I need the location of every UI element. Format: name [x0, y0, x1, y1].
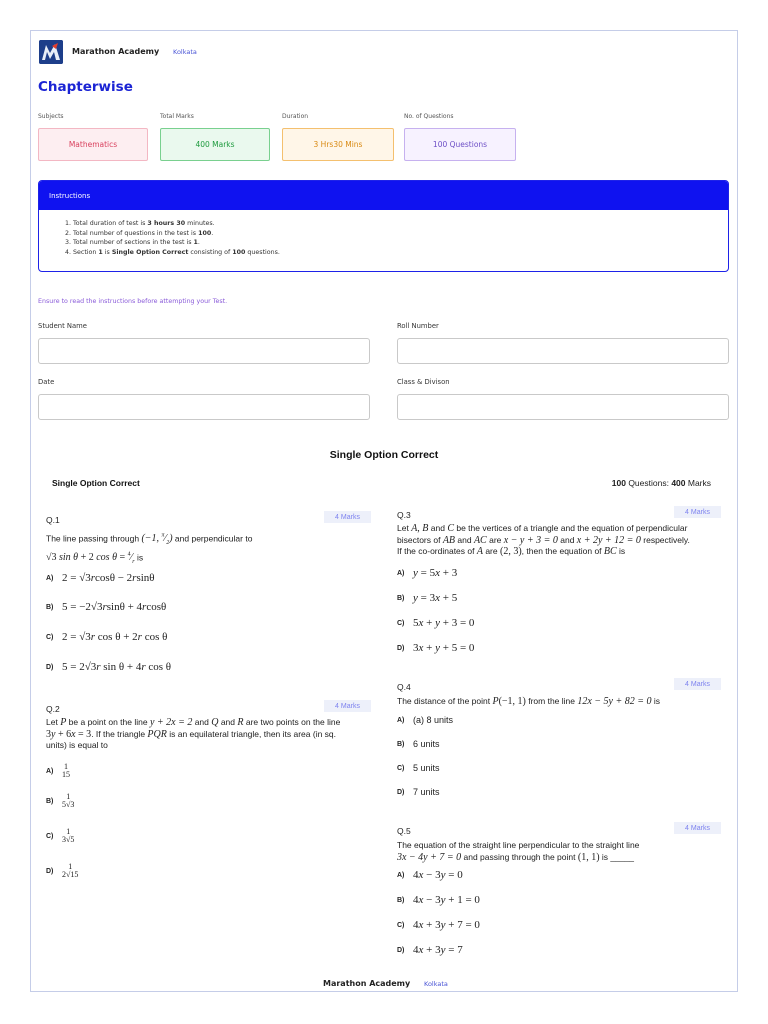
roll-number-field[interactable]: [397, 338, 729, 364]
questions-count-badge: 100 Questions: [404, 128, 516, 161]
class-division-field[interactable]: [397, 394, 729, 420]
question-text: Let P be a point on the line y + 2x = 2 and Q and R are two points on the line 3y + 6x = 3. If the triangle PQR is an equilateral triangle, then its area (in sq. units) is equal to: [46, 717, 341, 750]
option-c[interactable]: C) 5 units: [397, 763, 440, 773]
option-a[interactable]: A) 4x − 3y = 0: [397, 869, 463, 881]
date-field[interactable]: [38, 394, 370, 420]
question-number: Q.4: [397, 682, 411, 692]
marks-badge: 4 Marks: [324, 511, 371, 523]
option-b[interactable]: B) 1 5√3: [46, 792, 75, 809]
page-title: Chapterwise: [38, 79, 133, 95]
question-text: The equation of the straight line perpendicular to the straight line 3x − 4y + 7 = 0 and passing through the point (1, 1) is _____: [397, 840, 640, 863]
question-text: Let A, B and C be the vertices of a triangle and the equation of perpendicular bisectors of AB and AC are x − y + 3 = 0 and x + 2y + 12 = 0 respectively. If the co-ordinates of A are (2, 3), then the equation of BC is: [397, 523, 690, 557]
academy-logo: [39, 40, 63, 64]
instructions-heading: Instructions: [39, 181, 728, 210]
option-d[interactable]: D) 4x + 3y = 7: [397, 944, 463, 956]
option-d[interactable]: D) 5 = 2√3r sin θ + 4r cos θ: [46, 661, 172, 673]
marks-badge: 4 Marks: [674, 506, 721, 518]
option-a[interactable]: A) 1 15: [46, 762, 70, 779]
instruction-item: 3. Total number of sections in the test is 1.: [65, 239, 200, 246]
duration-label: Duration: [282, 113, 309, 120]
brand-name: Marathon Academy: [72, 47, 160, 56]
section-summary: 100 Questions: 400 Marks: [611, 478, 711, 488]
instructions-notice: Ensure to read the instructions before attempting your Test.: [38, 298, 228, 305]
option-c[interactable]: C) 2 = √3r cos θ + 2r cos θ: [46, 631, 168, 643]
question-number: Q.1: [46, 515, 60, 525]
question-number: Q.5: [397, 826, 411, 836]
questions-count-label: No. of Questions: [404, 113, 454, 120]
option-d[interactable]: D) 7 units: [397, 787, 440, 797]
roll-number-label: Roll Number: [397, 322, 439, 330]
option-d[interactable]: D) 3x + y + 5 = 0: [397, 642, 475, 654]
question-number: Q.2: [46, 704, 60, 714]
duration-badge: 3 Hrs30 Mins: [282, 128, 394, 161]
marks-badge: 4 Marks: [324, 700, 371, 712]
section-title: Single Option Correct: [329, 449, 439, 461]
instructions-panel: [38, 180, 729, 272]
total-marks-badge: 400 Marks: [160, 128, 270, 161]
class-division-label: Class & Divison: [397, 378, 450, 386]
option-c[interactable]: C) 5x + y + 3 = 0: [397, 617, 475, 629]
instructions-list: [39, 210, 728, 257]
date-label: Date: [38, 378, 55, 386]
marks-badge: 4 Marks: [674, 822, 721, 834]
brand-location: Kolkata: [173, 48, 197, 56]
footer-location: Kolkata: [424, 980, 448, 988]
option-c[interactable]: C) 1 3√5: [46, 827, 75, 844]
option-b[interactable]: B) y = 3x + 5: [397, 592, 458, 604]
option-b[interactable]: B) 4x − 3y + 1 = 0: [397, 894, 480, 906]
option-b[interactable]: B) 6 units: [397, 739, 440, 749]
instruction-item: 4. Section 1 is Single Option Correct consisting of 100 questions.: [65, 248, 280, 256]
option-a[interactable]: A) 2 = √3rcosθ − 2rsinθ: [46, 572, 155, 584]
student-name-label: Student Name: [38, 322, 87, 330]
total-marks-label: Total Marks: [160, 113, 194, 120]
option-a[interactable]: A) y = 5x + 3: [397, 567, 458, 579]
question-number: Q.3: [397, 510, 411, 520]
instruction-item: 1. Total duration of test is 3 hours 30 minutes.: [65, 220, 215, 227]
question-text: The distance of the point P(−1, 1) from the line 12x − 5y + 82 = 0 is: [397, 696, 660, 707]
subjects-badge: Mathematics: [38, 128, 148, 161]
option-b[interactable]: B) 5 = −2√3rsinθ + 4rcosθ: [46, 601, 167, 613]
subjects-label: Subjects: [38, 113, 64, 120]
student-name-field[interactable]: [38, 338, 370, 364]
footer-brand: Marathon Academy: [323, 979, 411, 988]
option-d[interactable]: D) 1 2√15: [46, 862, 79, 879]
marks-badge: 4 Marks: [674, 678, 721, 690]
instruction-item: 2. Total number of questions in the test is 100.: [65, 229, 214, 237]
question-text: The line passing through (−1, $^\pi⁄_2$) and perpendicular to √3 sin θ + 2 $\cos \theta = ^4⁄_r$ is: [46, 533, 253, 566]
option-a[interactable]: A) (a) 8 units: [397, 715, 454, 725]
option-c[interactable]: C) 4x + 3y + 7 = 0: [397, 919, 480, 931]
section-subtitle: Single Option Correct: [52, 478, 140, 488]
